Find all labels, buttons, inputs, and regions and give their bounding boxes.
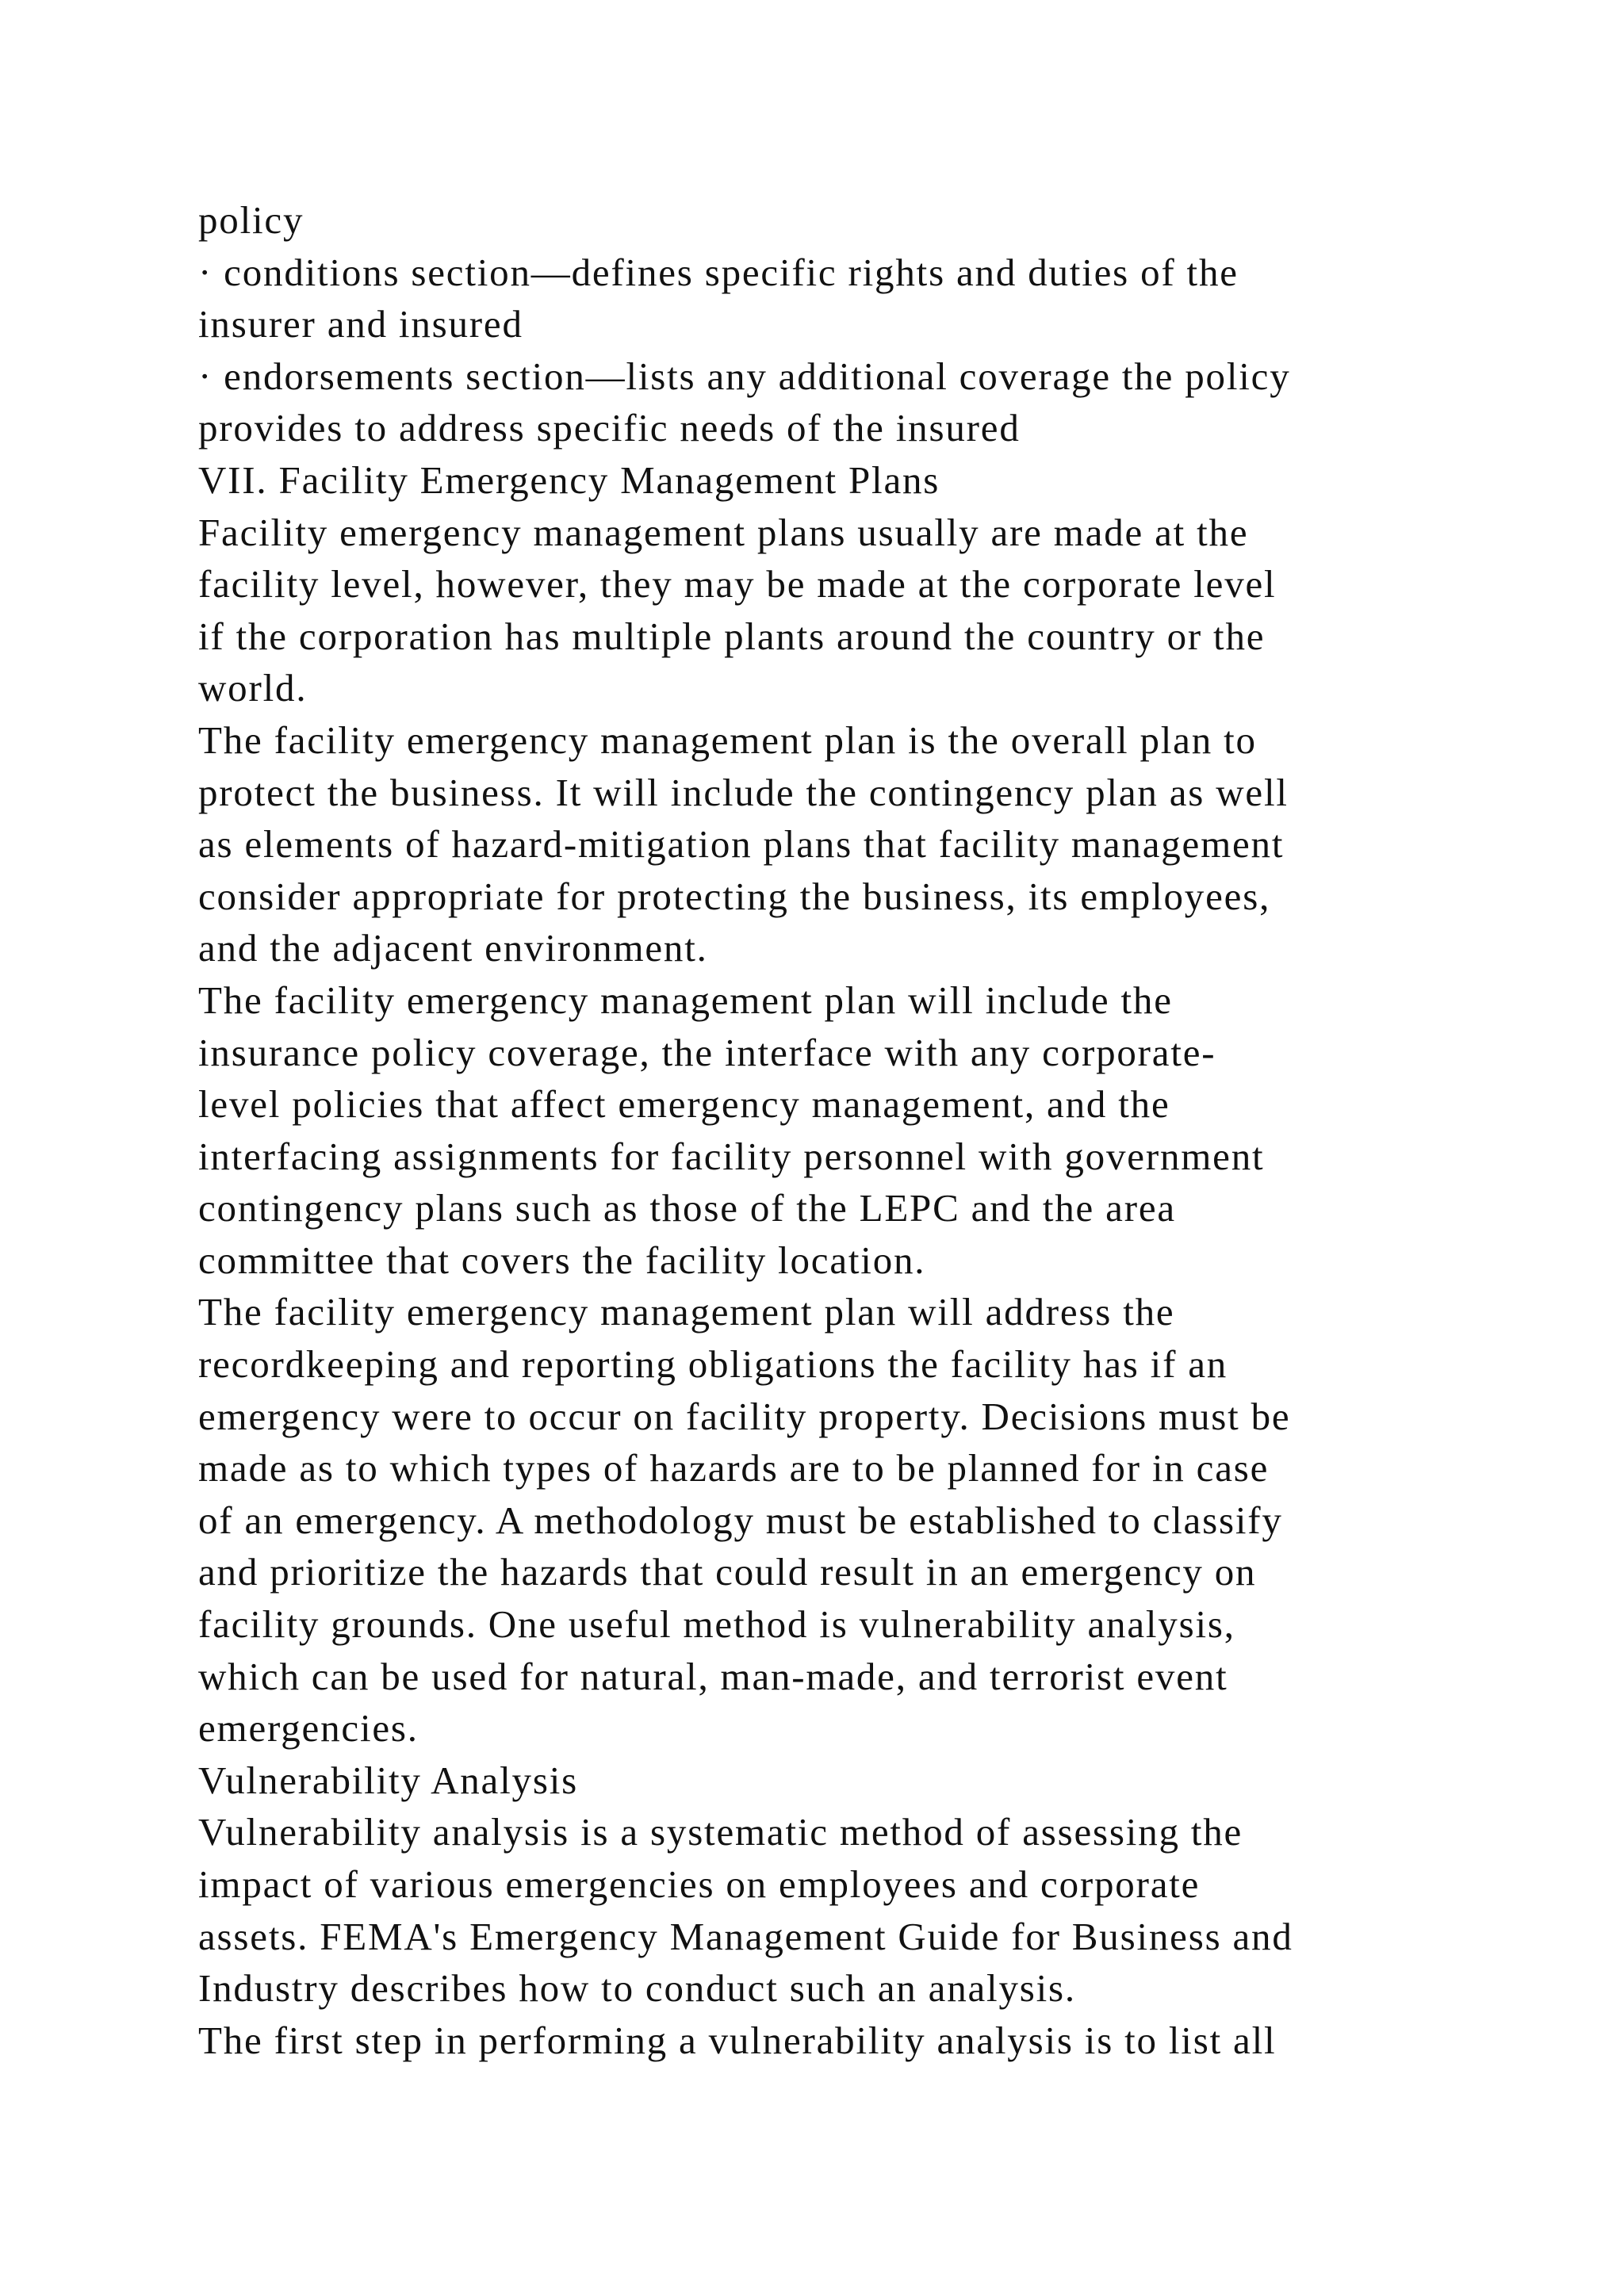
text-line: contingency plans such as those of the LEPC and the area [198, 1186, 1176, 1230]
text-line: · endorsements section—lists any additional coverage the policy [198, 354, 1291, 398]
text-line: emergencies. [198, 1706, 419, 1751]
document-body [198, 194, 1507, 2066]
text-line: impact of various emergencies on employees and corporate [198, 1862, 1201, 1906]
text-line: assets. FEMA's Emergency Management Guide for Business and [198, 1914, 1293, 1958]
text-line: facility level, however, they may be made at the corporate level [198, 562, 1277, 607]
text-line: committee that covers the facility location. [198, 1238, 926, 1282]
text-line: The first step in performing a vulnerability analysis is to list all [198, 2018, 1277, 2062]
text-line: and the adjacent environment. [198, 926, 708, 970]
text-line: recordkeeping and reporting obligations the facility has if an [198, 1342, 1228, 1387]
text-line: facility grounds. One useful method is vulnerability analysis, [198, 1602, 1235, 1647]
text-line: protect the business. It will include the contingency plan as well [198, 770, 1289, 814]
text-line: and prioritize the hazards that could result in an emergency on [198, 1550, 1257, 1594]
text-line: policy [198, 198, 304, 242]
text-line: world. [198, 666, 308, 710]
text-line: as elements of hazard-mitigation plans that facility management [198, 822, 1285, 867]
text-line: provides to address specific needs of the insured [198, 406, 1021, 450]
section-heading: VII. Facility Emergency Management Plans [198, 457, 940, 502]
text-line: Industry describes how to conduct such an analysis. [198, 1966, 1076, 2011]
text-line: insurance policy coverage, the interface with any corporate- [198, 1030, 1216, 1074]
text-line: interfacing assignments for facility personnel with government [198, 1134, 1265, 1178]
text-line: of an emergency. A methodology must be established to classify [198, 1498, 1283, 1542]
text-line: Facility emergency management plans usually are made at the [198, 510, 1249, 554]
text-line: · conditions section—defines specific rights and duties of the [198, 250, 1239, 294]
text-line: level policies that affect emergency management, and the [198, 1082, 1170, 1127]
text-line: insurer and insured [198, 302, 523, 346]
text-line: The facility emergency management plan will address the [198, 1290, 1175, 1334]
text-line: The facility emergency management plan will include the [198, 978, 1173, 1022]
text-line: emergency were to occur on facility property. Decisions must be [198, 1394, 1291, 1438]
text-line: The facility emergency management plan is the overall plan to [198, 718, 1257, 762]
text-line: made as to which types of hazards are to be planned for in case [198, 1446, 1270, 1490]
text-line: which can be used for natural, man-made, and terrorist event [198, 1654, 1228, 1698]
text-line: Vulnerability analysis is a systematic method of assessing the [198, 1810, 1243, 1854]
section-heading: Vulnerability Analysis [198, 1758, 578, 1802]
text-line: if the corporation has multiple plants around the country or the [198, 614, 1266, 658]
text-line: consider appropriate for protecting the business, its employees, [198, 874, 1271, 918]
